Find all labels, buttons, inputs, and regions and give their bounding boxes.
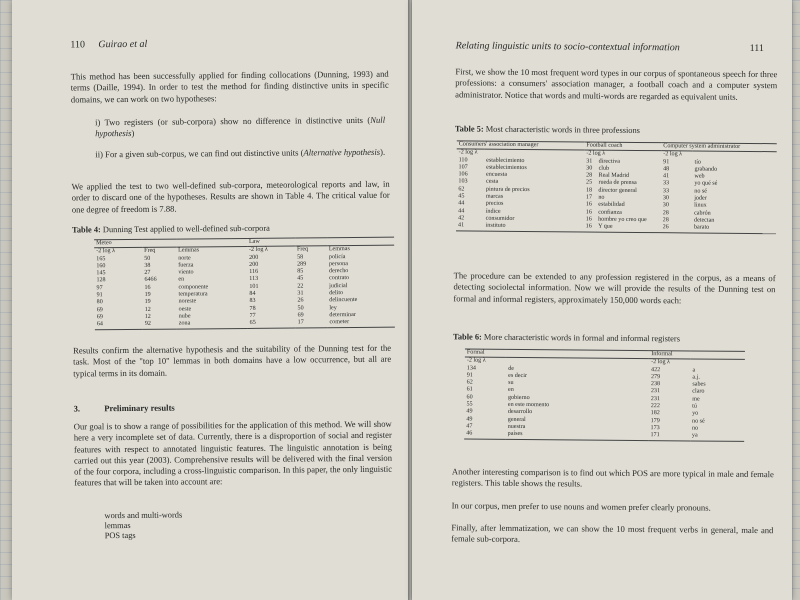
first-paragraph: First, we show the 10 most frequent word types in our corpus of spontaneous speech for three professions: a consumers' association manager, a football coach and a computer system administrator. Notice that words and multi-words are regarded as equivalent units. (455, 66, 778, 102)
table-5-label: Table 5: (454, 124, 484, 134)
hypothesis-1-name: Null hypothesis (95, 114, 386, 139)
table-cell: 19 (144, 299, 151, 306)
table-cell: policía (328, 253, 346, 260)
table-cell: es decir (508, 372, 527, 379)
table-cell: Y que (596, 224, 661, 232)
table-cell: no sé (692, 418, 705, 425)
table-cell: en (178, 276, 185, 284)
table-cell: persona (328, 260, 348, 268)
left-running-head: Guirao et al (98, 38, 148, 51)
table-cell: 33 (662, 187, 670, 195)
table-cell: cometer (327, 319, 394, 327)
table-cell: no (598, 194, 605, 201)
list-item: lemmas (104, 520, 131, 531)
table-cell: 200 (249, 261, 259, 268)
table-cell: delito (329, 290, 344, 297)
corpus-paragraph: In our corpus, men prefer to use nouns and women prefer clearly pronouns. (451, 500, 711, 513)
table-cell: yo qué sé (694, 180, 718, 188)
right-running-head: Relating linguistic units to socio-contextual information (455, 40, 680, 54)
table-cell: 16 (585, 209, 592, 216)
table-cell: precios (485, 201, 504, 208)
table-6-title: More characteristic words in formal and informal registers (483, 332, 681, 344)
table-cell: 49 (466, 408, 473, 415)
table-cell: 91 (466, 372, 473, 379)
table-4-group-law: Law (247, 237, 394, 247)
table-cell: estabilidad (598, 202, 625, 209)
table-5-caption (455, 124, 640, 135)
table-row (456, 223, 776, 234)
table-cell: 46 (464, 431, 506, 439)
table-cell: temperatura (178, 291, 208, 298)
table-cell: 69 (96, 314, 103, 321)
table-cell: a (692, 367, 696, 374)
table-cell: 69 (96, 306, 103, 313)
table-cell: director general (598, 187, 637, 194)
table-cell: 42 (458, 215, 465, 222)
table-cell: cesta (485, 179, 499, 186)
table-row (95, 319, 395, 329)
table-cell: tío (694, 159, 702, 166)
table-cell: hombre yo creo que (598, 216, 647, 224)
table-cell: confianza (598, 209, 622, 216)
table-cell: 33 (662, 180, 670, 187)
table-4-header: Freq (144, 248, 156, 255)
table-cell: 48 (663, 166, 670, 173)
table-cell: encuesta (486, 171, 508, 179)
table-cell: pintura de precios (485, 186, 530, 193)
table-cell: tú (692, 403, 697, 410)
table-4-header: -2 log λ (248, 247, 268, 254)
table-cell: 91 (96, 292, 103, 299)
table-cell: consumidor (485, 215, 515, 222)
right-page-number: 111 (749, 42, 764, 55)
table-cell: 106 (458, 171, 468, 178)
table-cell: 41 (663, 173, 670, 180)
table-cell: joder (694, 195, 707, 202)
table-cell: yo (692, 410, 699, 417)
table-cell: 116 (249, 269, 259, 276)
table-cell: 31 (297, 290, 304, 297)
table-cell: no (691, 425, 699, 432)
table-cell: no sé (694, 188, 708, 195)
table-cell: linux (694, 202, 707, 209)
table-cell: componente (178, 284, 209, 291)
table-cell: web (694, 173, 705, 180)
table-cell: 78 (249, 305, 256, 312)
section-3-heading (74, 403, 175, 414)
table-cell: 165 (96, 255, 106, 262)
table-cell: 422 (651, 366, 661, 373)
table-cell: 238 (650, 381, 661, 388)
table-cell: ya (690, 433, 744, 441)
table-cell: rueda de prensa (598, 180, 637, 187)
table-cell: 80 (96, 299, 103, 306)
table-cell: general (507, 416, 526, 423)
table-cell: 61 (466, 386, 473, 394)
section-number: 3. (73, 403, 81, 414)
table-cell: 69 (297, 312, 304, 319)
results-paragraph: Results confirm the alternative hypothesis and the suitability of the Dunning test for the task. Most of the "top 10" lemmas in both domains have a low occurrence, but all are typical terms in its domain. (73, 342, 392, 379)
table-cell: 113 (249, 276, 259, 283)
hypothesis-2: ii) For a given sub-corpus, we can find out distinctive units (Alternative hypothesis). (95, 146, 386, 160)
left-page (12, 0, 410, 600)
table-cell: 12 (144, 313, 151, 320)
table-cell: 44 (458, 208, 465, 215)
table-cell: 65 (248, 320, 296, 328)
table-5-subhead: -2 log λ (458, 149, 478, 156)
table-cell: 30 (662, 195, 669, 202)
hypothesis-1: i) Two registers (or sub-corpora) show no difference in distinctive units (Null hypothesis) (95, 114, 386, 139)
hypothesis-2-name: Alternative hypothesis (303, 146, 381, 158)
table-cell: 231 (650, 388, 661, 395)
table-6-subhead: -2 log λ (651, 359, 671, 366)
table-cell: establecimiento (486, 157, 525, 164)
table-cell: gobierno (507, 394, 530, 401)
table-cell: 27 (144, 269, 151, 277)
table-cell: establecimientos (486, 164, 527, 171)
table-cell: 145 (96, 270, 106, 277)
table-5-subhead: -2 log λ (663, 151, 683, 158)
table-cell: judicial (329, 282, 348, 290)
table-6-group-formal: Formal (465, 349, 649, 359)
table-cell: 289 (297, 261, 307, 268)
table-cell: 47 (466, 423, 473, 430)
table-cell: 41 (456, 223, 484, 231)
table-cell: 182 (650, 410, 660, 417)
table-cell: delincuente (329, 297, 358, 304)
table-cell: 25 (586, 180, 593, 187)
table-cell: a.j. (692, 374, 700, 381)
table-cell: contrato (329, 275, 350, 282)
table-cell: 22 (297, 283, 304, 290)
table-4 (94, 237, 395, 330)
list-item: POS tags (104, 530, 136, 541)
table-cell: 44 (458, 200, 465, 207)
table-cell: 6466 (144, 277, 157, 284)
table-cell: índice (485, 208, 501, 215)
table-cell: 58 (297, 254, 304, 261)
table-cell: nube (178, 313, 191, 320)
table-cell: cabrón (694, 210, 711, 217)
table-cell: marcas (485, 193, 504, 200)
table-cell: sabes (692, 381, 706, 388)
table-cell: 16 (585, 201, 592, 208)
table-cell: en (508, 387, 514, 394)
table-cell: 103 (458, 178, 468, 185)
table-cell: claro (692, 388, 705, 396)
goal-paragraph: Our goal is to show a range of possibilities for the application of this method. We will show here a very incomplete set of data. Currently, there is a disproportion of social and register features with respect to annotated linguistic features. The linguistic annotation is being carried out this year (2003). Comprehensive results will be delivered with the final version of the four corpora, including a cross-linguistic comparison. In this paper, the only linguistic features that will be taken into account are: (73, 418, 393, 488)
table-cell: 279 (650, 373, 661, 381)
table-cell: derecho (328, 268, 349, 275)
table-cell: 64 (95, 321, 143, 329)
list-item: words and multi-words (104, 510, 183, 521)
table-4-title: Dunning Test applied to well-defined sub-corpora (102, 223, 270, 235)
table-cell: 179 (650, 417, 660, 424)
table-5-group-computer: Computer system administrator (661, 143, 776, 152)
table-cell: club (598, 165, 610, 172)
table-6-group-informal: Informal (649, 351, 745, 360)
table-4-caption (72, 224, 270, 235)
table-cell: 60 (466, 394, 473, 401)
table-cell: 173 (650, 425, 660, 432)
table-cell: 16 (584, 224, 596, 232)
table-5-title: Most characteristic words in three professions (485, 124, 640, 135)
table-cell: 85 (297, 268, 304, 275)
table-cell: detectan (694, 217, 715, 224)
table-cell: 110 (458, 157, 468, 164)
table-cell: 97 (96, 285, 103, 292)
table-cell: 62 (458, 186, 465, 193)
table-cell: su (508, 380, 514, 387)
table-cell: fuerza (178, 262, 194, 269)
table-cell: 222 (650, 403, 660, 410)
table-4-label: Table 4: (71, 225, 101, 235)
table-cell: 49 (466, 416, 473, 423)
table-cell: 38 (144, 262, 151, 269)
procedure-paragraph: The procedure can be extended to any profession registered in the corpus, as a means of detecting sociolectal information. Now we will provide the results of the Dunning test on formal and informal registers, approximately 150,000 words each: (453, 270, 776, 305)
table-cell: viento (178, 269, 194, 276)
table-cell: 16 (144, 284, 151, 291)
table-cell: 17 (585, 194, 593, 201)
table-cell: nuestra (507, 423, 526, 430)
table-5 (456, 140, 777, 233)
table-cell: 30 (586, 165, 593, 172)
table-cell: barato (692, 225, 776, 234)
table-cell: 91 (663, 158, 670, 165)
table-cell: 45 (297, 275, 304, 283)
table-cell: 171 (648, 432, 690, 440)
table-5-subhead: -2 log λ (586, 150, 606, 157)
table-cell: 28 (662, 217, 669, 224)
table-4-header: -2 log λ (96, 248, 116, 255)
table-cell: grabando (694, 166, 718, 173)
table-cell: en este momento (507, 401, 550, 409)
table-cell: 30 (662, 202, 669, 209)
table-cell: 50 (144, 255, 151, 262)
table-cell: 16 (585, 216, 592, 223)
table-cell: 128 (96, 277, 106, 284)
table-cell: 31 (586, 158, 593, 165)
table-cell: 17 (296, 320, 328, 328)
table-4-group-meteo: Meteo (94, 238, 247, 248)
table-cell: oeste (178, 306, 192, 313)
section-title: Preliminary results (104, 402, 175, 414)
table-cell: 231 (650, 395, 660, 402)
table-cell: países (506, 431, 649, 440)
table-cell: de (508, 365, 515, 372)
table-cell: 55 (466, 401, 473, 408)
table-cell: 160 (96, 263, 106, 270)
table-6-subhead: -2 log λ (466, 357, 486, 364)
right-page (412, 0, 792, 600)
table-cell: instituto (484, 223, 584, 232)
table-cell: me (692, 396, 700, 403)
table-6-label: Table 6: (453, 332, 482, 342)
table-cell: 84 (249, 290, 256, 298)
table-row (464, 431, 744, 441)
hypothesis-2-text: ii) For a given sub-corpus, we can find out distinctive units (95, 147, 299, 160)
table-cell: 45 (458, 193, 465, 200)
table-cell: 18 (585, 187, 593, 194)
table-cell: 12 (144, 306, 151, 313)
hypothesis-1-text: i) Two registers (or sub-corpora) show no difference in distinctive units (95, 114, 364, 128)
table-cell: 200 (249, 254, 259, 261)
table-6 (464, 348, 745, 441)
table-cell: 77 (249, 312, 256, 319)
table-cell: 28 (586, 172, 593, 179)
table-4-header: Lemmas (178, 247, 200, 254)
table-cell: 19 (144, 291, 151, 298)
table-cell: directiva (598, 158, 621, 165)
table-cell: 26 (297, 297, 304, 304)
table-cell: 92 (143, 321, 177, 329)
table-cell: 107 (458, 164, 468, 171)
table-cell: 50 (297, 305, 304, 312)
table-5-group-football: Football coach (584, 142, 661, 151)
table-cell: norte (178, 255, 191, 262)
table-cell: ley (329, 304, 337, 311)
table-cell: zona (177, 320, 248, 328)
table-cell: 134 (466, 365, 476, 372)
table-4-header: Freq (296, 246, 309, 253)
table-cell: 83 (249, 298, 256, 305)
table-5-group-consumers: Consumers' association manager (457, 141, 585, 150)
table-6-caption (453, 332, 680, 343)
feature-list (104, 511, 182, 542)
table-4-header: Lemmas (328, 246, 350, 253)
finally-paragraph: Finally, after lemmatization, we can show the 10 most frequent verbs in general, male and female sub-corpora. (451, 522, 774, 545)
intro-paragraph: This method has been successfully applied for finding collocations (Dunning, 1993) and terms (Daille, 1994). In order to test the method for finding distinctive units in specific domains, we can work on two hypotheses: (70, 68, 389, 105)
table-cell: noreste (178, 298, 197, 305)
table-cell: desarrollo (507, 409, 533, 416)
left-page-number: 110 (70, 39, 86, 51)
applied-paragraph: We applied the test to two well-defined sub-corpora, meteorological reports and law, in order to discard one of the hypotheses. Results are shown in Table 4. The critical value for one degree of freedom is 7.88. (71, 178, 390, 215)
table-cell: 28 (662, 209, 669, 216)
table-cell: determinar (329, 311, 356, 319)
table-cell: 26 (661, 224, 692, 232)
table-cell: 62 (466, 379, 473, 386)
another-paragraph: Another interesting comparison is to find out which POS are more typical in male and female registers. This table shows the results. (451, 466, 774, 489)
table-cell: Real Madrid (598, 172, 630, 180)
table-cell: 101 (249, 283, 259, 290)
